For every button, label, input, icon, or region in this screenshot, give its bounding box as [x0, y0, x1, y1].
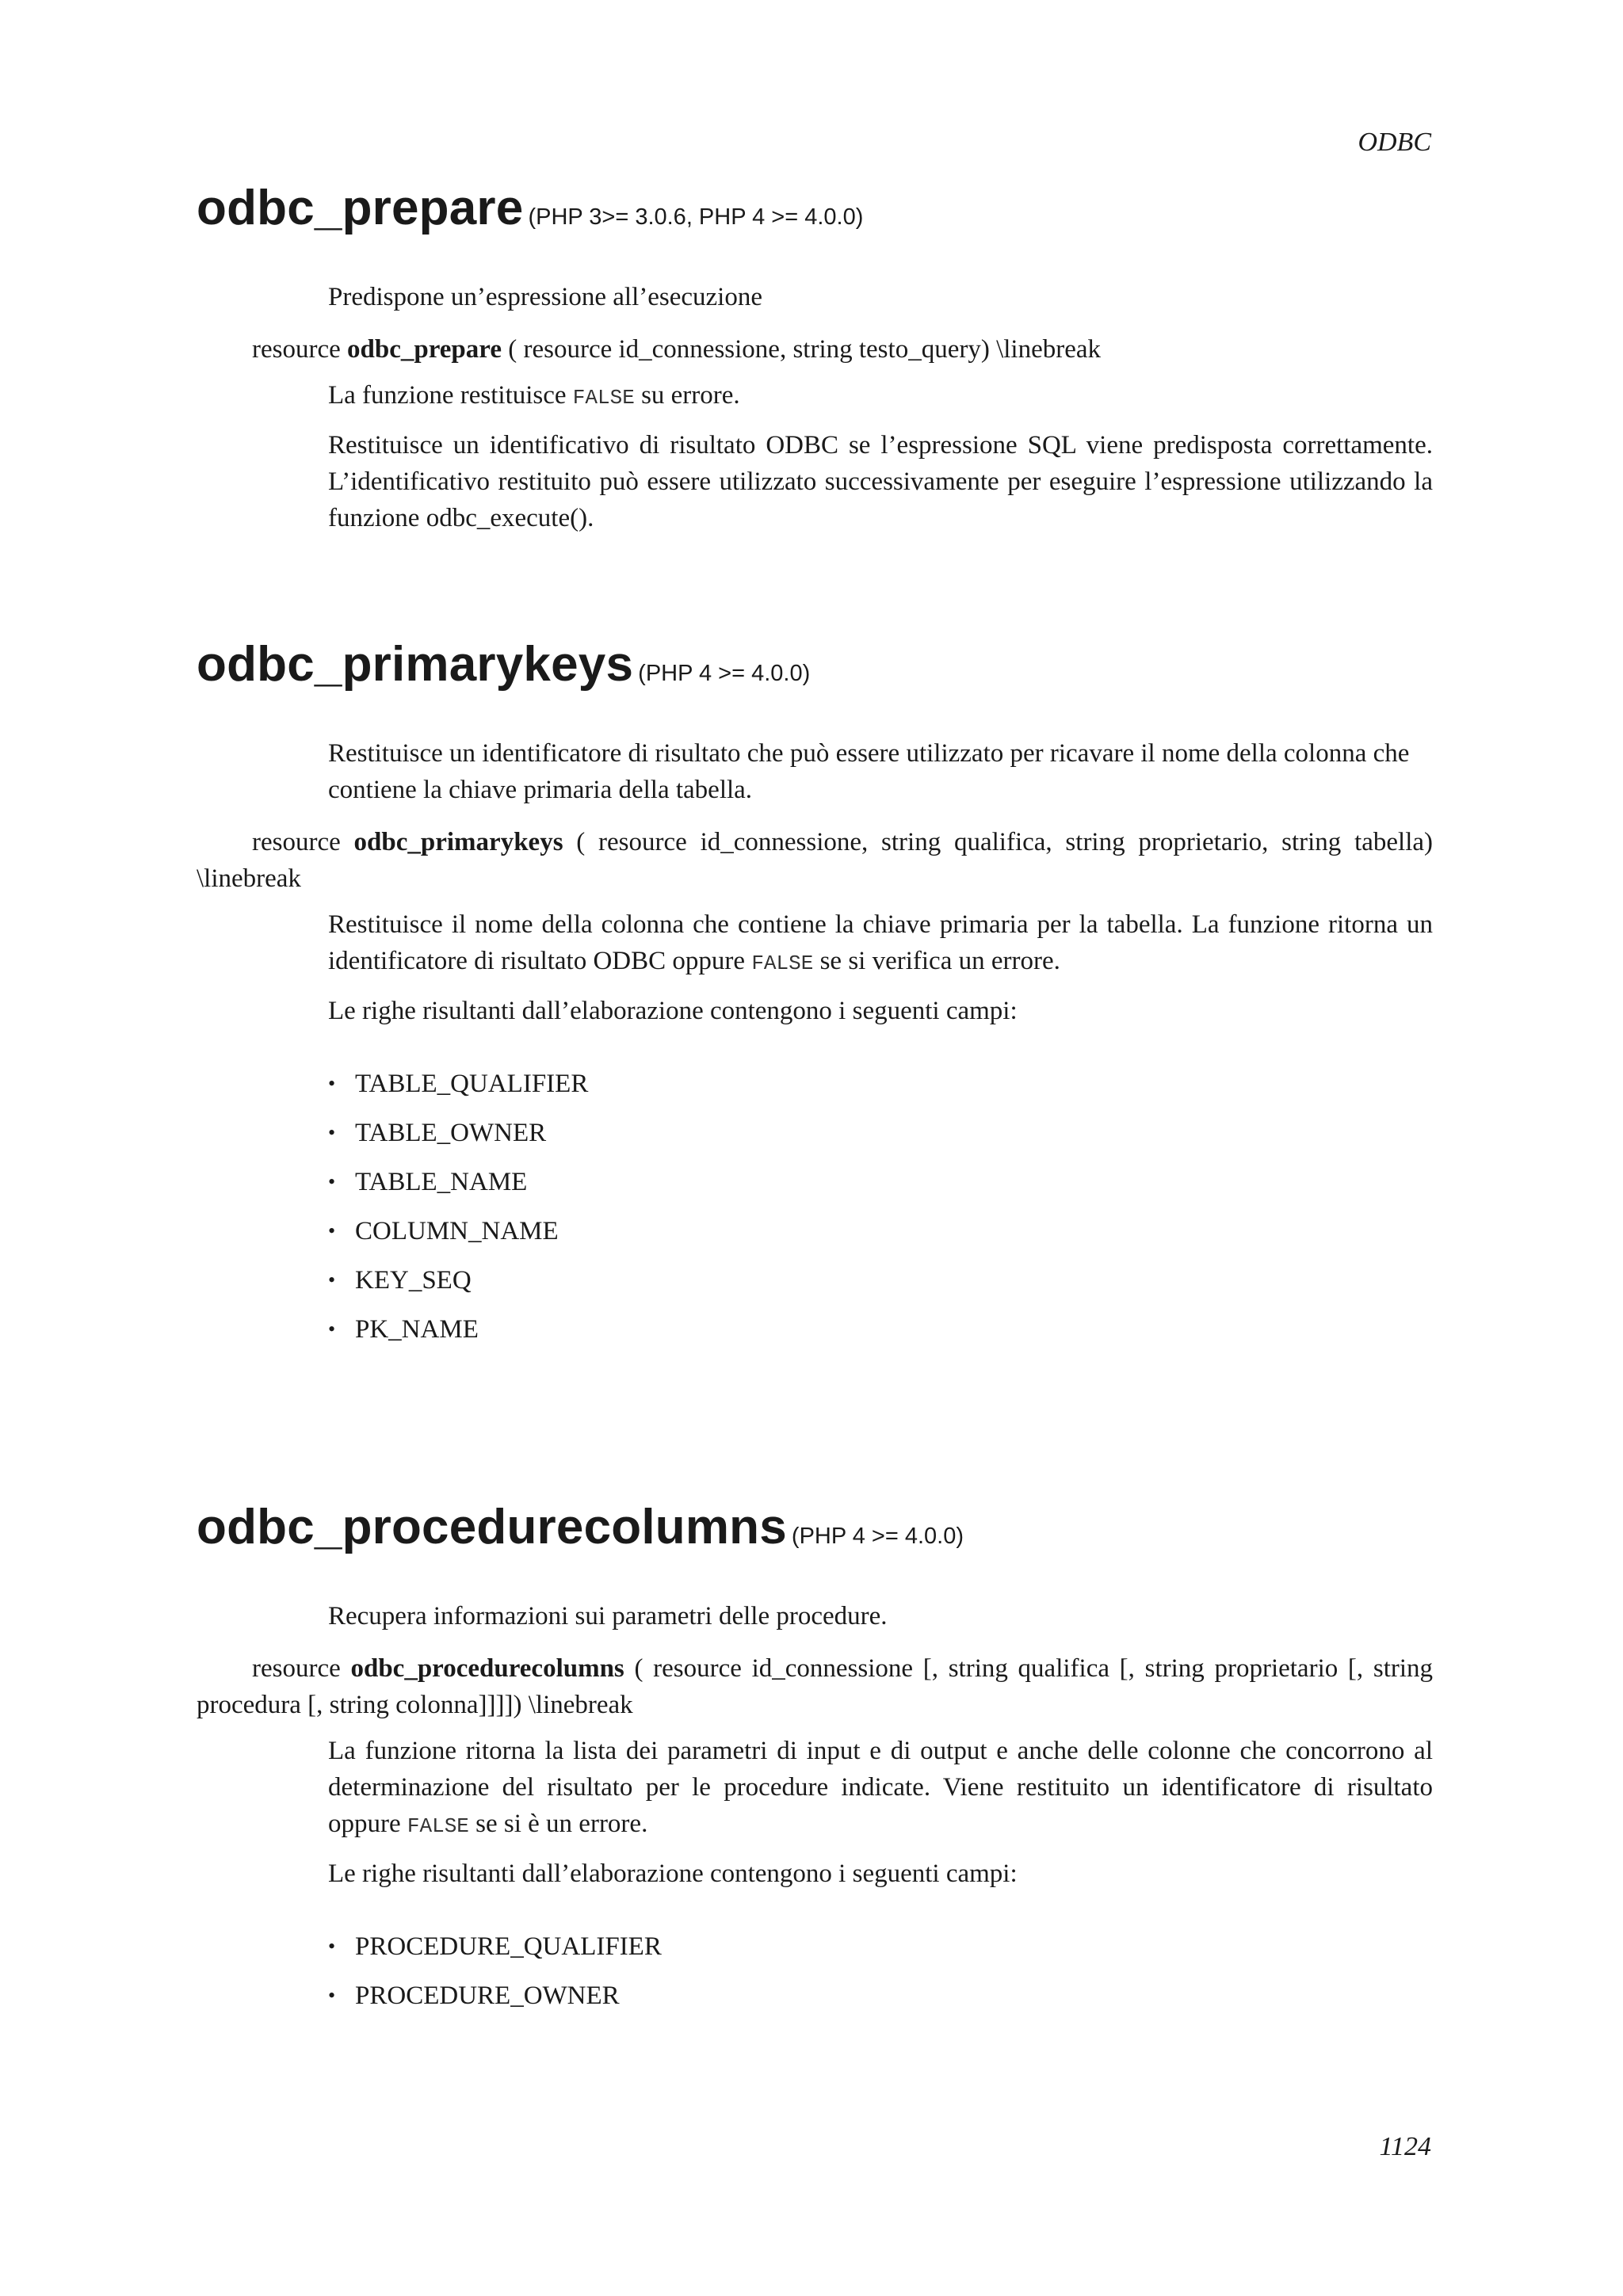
bullet-icon: • — [328, 1121, 336, 1144]
field-name: KEY_SEQ — [355, 1266, 472, 1295]
function-name: odbc_prepare — [197, 181, 524, 235]
bullet-icon: • — [328, 1984, 336, 2007]
description-text: La funzione restituisce — [328, 381, 573, 410]
function-synopsis — [197, 824, 1433, 897]
entry-title — [197, 1500, 1433, 1554]
entry-title — [197, 181, 1433, 235]
list-item — [328, 1978, 1433, 2014]
false-constant: FALSE — [407, 1814, 469, 1838]
synopsis-function-name: odbc_procedurecolumns — [350, 1654, 624, 1683]
description-text: Restituisce il nome della colonna che contiene la chiave primaria per la tabella. La funzione ritorna un identificatore di risultato ODBC oppure — [328, 910, 1433, 975]
version-info: (PHP 4 >= 4.0.0) — [791, 1524, 964, 1549]
entry-title — [197, 637, 1433, 692]
list-item — [328, 1115, 1433, 1151]
description-text: La funzione ritorna la lista dei parametri di input e di output e anche delle colonne che concorrono al determinazione del risultato per le procedure indicate. Viene restituito un identificatore di risultato oppure — [328, 1737, 1433, 1838]
version-info: (PHP 3>= 3.0.6, PHP 4 >= 4.0.0) — [528, 204, 864, 230]
false-constant: FALSE — [572, 386, 635, 410]
bullet-icon: • — [328, 1318, 336, 1341]
function-purpose: Recupera informazioni sui parametri delle procedure. — [328, 1602, 888, 1630]
list-item — [328, 1311, 1433, 1348]
list-item — [328, 1164, 1433, 1200]
description-paragraph: Restituisce un identificativo di risultato ODBC se l’espressione SQL viene predisposta correttamente. L’identificativo restituito può essere utilizzato successivamente per eseguire l’espressione utilizzando la funzione odbc_execute(). — [328, 431, 1433, 532]
list-item — [328, 1262, 1433, 1299]
description-paragraph — [328, 1733, 1433, 1844]
field-name: PROCEDURE_OWNER — [355, 1981, 620, 2010]
return-type: resource — [252, 1654, 341, 1683]
field-name: TABLE_OWNER — [355, 1119, 547, 1147]
synopsis-function-name: odbc_prepare — [347, 335, 502, 364]
function-name: odbc_primarykeys — [197, 637, 634, 692]
result-fields-list — [328, 1928, 1433, 2014]
description-text: se si è un errore. — [468, 1810, 648, 1838]
return-type: resource — [252, 335, 341, 364]
entry-odbc-prepare — [197, 181, 1433, 536]
description-text: se si verifica un errore. — [813, 947, 1060, 975]
false-constant: FALSE — [751, 952, 814, 975]
function-name: odbc_procedurecolumns — [197, 1500, 787, 1554]
synopsis-params: ( resource id_connessione, string qualifica, string proprietario, string tabella) \linebreak — [197, 828, 1434, 893]
description-paragraph: Le righe risultanti dall’elaborazione contengono i seguenti campi: — [328, 997, 1018, 1025]
description-paragraph — [328, 906, 1433, 982]
bullet-icon: • — [328, 1219, 336, 1242]
field-name: TABLE_NAME — [355, 1168, 528, 1196]
version-info: (PHP 4 >= 4.0.0) — [638, 661, 811, 686]
field-name: PROCEDURE_QUALIFIER — [355, 1932, 662, 1961]
field-name: TABLE_QUALIFIER — [355, 1070, 589, 1098]
description-paragraph: Le righe risultanti dall’elaborazione contengono i seguenti campi: — [328, 1859, 1018, 1888]
function-purpose: Predispone un’espressione all’esecuzione — [328, 283, 762, 311]
description-paragraph — [328, 377, 1433, 416]
bullet-icon: • — [328, 1268, 336, 1291]
running-header: ODBC — [1358, 128, 1431, 157]
field-name: PK_NAME — [355, 1315, 479, 1344]
list-item — [328, 1066, 1433, 1102]
bullet-icon: • — [328, 1935, 336, 1958]
list-item — [328, 1213, 1433, 1249]
synopsis-function-name: odbc_primarykeys — [353, 828, 563, 856]
synopsis-params: ( resource id_connessione [, string qualifica [, string proprietario [, string procedura [, string colonna]]]]) \linebreak — [197, 1654, 1434, 1719]
bullet-icon: • — [328, 1170, 336, 1193]
function-purpose: Restituisce un identificatore di risultato che può essere utilizzato per ricavare il nome della colonna che contiene la chiave primaria della tabella. — [328, 739, 1410, 804]
function-synopsis — [197, 1650, 1433, 1723]
entry-odbc-procedurecolumns — [197, 1500, 1434, 2027]
list-item — [328, 1928, 1433, 1965]
function-synopsis — [197, 331, 1433, 368]
field-name: COLUMN_NAME — [355, 1217, 559, 1245]
return-type: resource — [252, 828, 341, 856]
entry-odbc-primarykeys — [197, 637, 1434, 1360]
description-text: su errore. — [634, 381, 740, 410]
synopsis-params: ( resource id_connessione, string testo_query) \linebreak — [508, 335, 1102, 364]
bullet-icon: • — [328, 1072, 336, 1095]
page-number: 1124 — [1379, 2132, 1431, 2161]
result-fields-list — [328, 1066, 1433, 1348]
